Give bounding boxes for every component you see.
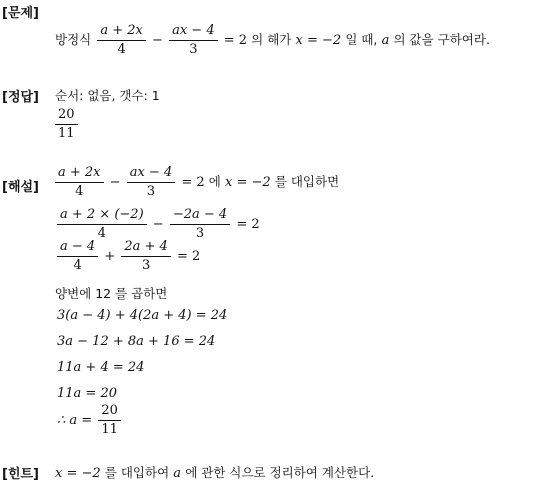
problem-statement (55, 24, 490, 57)
minus-sign: − (109, 175, 121, 190)
equation-rhs: = 2 (236, 217, 260, 232)
problem-variable: a (381, 33, 390, 48)
problem-text: 의 값을 구하여라. (393, 32, 490, 47)
solution-step-4: 양변에 12 를 곱하면 (55, 286, 168, 301)
hint-label: [힌트] (2, 467, 39, 482)
fraction-numerator: a − 4 (57, 240, 98, 257)
problem-condition: x = −2 (295, 33, 342, 48)
fraction-numerator: 20 (98, 404, 121, 421)
solution-step-7: 11a + 4 = 24 (57, 360, 145, 375)
problem-fraction-1 (97, 24, 146, 57)
solution-step-3 (55, 240, 200, 273)
hint-text-part: 를 대입하여 (104, 465, 170, 480)
fraction-numerator: 20 (55, 108, 78, 125)
solution-step-6: 3a − 12 + 8a + 16 = 24 (57, 334, 216, 349)
fraction-numerator: ax − 4 (169, 24, 218, 41)
solution-step-2 (55, 208, 260, 241)
answer-value (53, 108, 80, 141)
fraction-denominator: 11 (58, 126, 75, 141)
minus-sign: − (152, 217, 164, 232)
hint-text-part: 에 관한 식으로 정리하여 계산한다. (185, 465, 375, 480)
problem-prefix: 방정식 (55, 32, 92, 47)
fraction-denominator: 11 (101, 422, 118, 437)
answer-fraction (55, 108, 78, 141)
fraction-denominator: 3 (146, 184, 156, 199)
fraction-numerator: a + 2x (97, 24, 146, 41)
fraction-denominator: 4 (97, 226, 106, 241)
fraction-numerator: ax − 4 (127, 166, 176, 183)
fraction-denominator: 4 (117, 42, 126, 57)
solution-step-1 (53, 166, 339, 199)
step-text: 를 대입하면 (274, 174, 340, 189)
fraction-denominator: 3 (195, 226, 205, 241)
equation-rhs: = 2 (181, 175, 205, 190)
solution-step-8: 11a = 20 (57, 386, 117, 401)
step-fraction-2 (127, 166, 176, 199)
fraction-numerator: 2a + 4 (121, 240, 170, 257)
answer-label: [정답] (2, 90, 39, 105)
problem-label: [문제] (2, 6, 39, 21)
problem-text: 일 때, (345, 32, 378, 47)
equation-rhs: = 2 (176, 249, 201, 264)
fraction-denominator: 4 (75, 184, 84, 199)
step-fraction-1 (55, 166, 104, 199)
fraction-numerator: −2a − 4 (170, 208, 230, 225)
answer-meta: 순서: 없음, 갯수: 1 (55, 88, 160, 103)
hint-condition: x = −2 (55, 466, 101, 481)
hint-text (55, 463, 374, 481)
solution-step-9 (57, 404, 123, 437)
step-condition: x = −2 (225, 175, 271, 190)
step-fraction-2 (121, 240, 170, 273)
plus-sign: + (104, 249, 116, 264)
fraction-numerator: a + 2x (55, 166, 104, 183)
solution-label: [해설] (2, 180, 39, 195)
fraction-denominator: 3 (141, 258, 151, 273)
step-text: 에 (208, 174, 221, 189)
problem-fraction-2 (169, 24, 218, 57)
step-fraction-2 (170, 208, 230, 241)
hint-variable: a (173, 466, 182, 481)
equation-rhs: = 2 (223, 33, 248, 48)
final-fraction (98, 404, 121, 437)
fraction-denominator: 4 (73, 258, 82, 273)
therefore-expression: ∴ a = (57, 413, 93, 428)
solution-step-5: 3(a − 4) + 4(2a + 4) = 24 (57, 308, 228, 323)
problem-text: 의 해가 (251, 32, 292, 47)
step-fraction-1 (57, 240, 98, 273)
minus-sign: − (152, 33, 163, 48)
fraction-denominator: 3 (189, 42, 198, 57)
step-fraction-1 (57, 208, 147, 241)
fraction-numerator: a + 2 × (−2) (57, 208, 147, 225)
